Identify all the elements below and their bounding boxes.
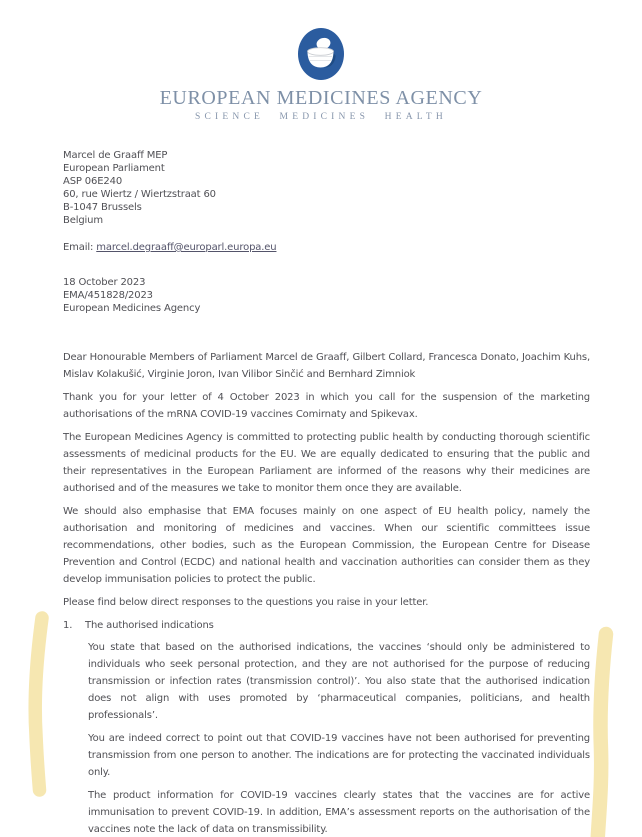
email-link[interactable]: marcel.degraaff@europarl.europa.eu — [96, 242, 277, 253]
recipient-country: Belgium — [63, 215, 103, 226]
section-heading — [63, 617, 590, 634]
recipient-address — [63, 149, 590, 227]
section-paragraph-claims: You state that based on the authorised indications, the vaccines ‘should only be administered to individuals who seek personal protection, and they are not authorised for the purpose of reducing transmission or infection rates (transmission control)’. You also state that the authorised indication does not align with uses promoted by ‘pharmaceutical companies, politicians, and health professionals’. — [88, 642, 590, 721]
recipient-city: B-1047 Brussels — [63, 202, 142, 213]
email-row — [63, 241, 590, 254]
paragraph-commitment: The European Medicines Agency is committed to protecting public health by conducting thorough scientific assessments of medicinal products for the EU. We are equally dedicated to ensuring that the public and their representatives in the European Parliament are informed of the reasons why their medicines are authorised and of the measures we take to monitor them once they are available. — [63, 432, 590, 494]
paragraph-thanks: Thank you for your letter of 4 October 2023 in which you call for the suspension of the marketing authorisations of the mRNA COVID-19 vaccines Comirnaty and Spikevax. — [63, 392, 590, 420]
recipient-org: European Parliament — [63, 163, 165, 174]
agency-wordmark: EUROPEAN MEDICINES AGENCY — [159, 87, 483, 109]
paragraph-ema-focus: We should also emphasise that EMA focuses mainly on one aspect of EU health policy, namely the authorisation and monitoring of medicines and vaccines. When our scientific committees issue recommendations, other bodies, such as the European Commission, the European Centre for Disease Prevention and Control (ECDC) and national health and vaccination authorities can consider them as they develop immunisation policies to protect the public. — [63, 506, 590, 585]
section-authorised-indications — [63, 617, 590, 837]
section-paragraph-correct: You are indeed correct to point out that COVID-19 vaccines have not been authorised for preventing transmission from one person to another. The indications are for protecting the vaccinated individuals only. — [88, 733, 590, 778]
agency-tagline: SCIENCE MEDICINES HEALTH — [195, 112, 447, 122]
recipient-name: Marcel de Graaff MEP — [63, 150, 168, 161]
ema-logo — [0, 0, 642, 122]
recipient-street: 60, rue Wiertz / Wiertzstraat 60 — [63, 189, 216, 200]
reference-block — [63, 276, 590, 315]
email-label: Email: — [63, 242, 97, 253]
section-number: 1. — [63, 620, 73, 631]
ema-mortar-pestle-icon — [298, 28, 344, 80]
section-title: The authorised indications — [85, 620, 214, 631]
letter-date: 18 October 2023 — [63, 277, 146, 288]
salutation: Dear Honourable Members of Parliament Marcel de Graaff, Gilbert Collard, Francesca Donato, Joachim Kuhs, Mislav Kolakušić, Virginie Joron, Ivan Vilibor Sinčić and Bernhard Zimniok — [63, 352, 590, 380]
recipient-office: ASP 06E240 — [63, 176, 123, 187]
paragraph-responses-intro: Please find below direct responses to the questions you raise in your letter. — [63, 597, 429, 608]
section-paragraph-product-info: The product information for COVID-19 vaccines clearly states that the vaccines are for active immunisation to prevent COVID-19. In addition, EMA’s assessment reports on the authorisation of the vaccines note the lack of data on transmissibility. — [88, 790, 590, 835]
sender-agency: European Medicines Agency — [63, 303, 201, 314]
reference-number: EMA/451828/2023 — [63, 290, 153, 301]
